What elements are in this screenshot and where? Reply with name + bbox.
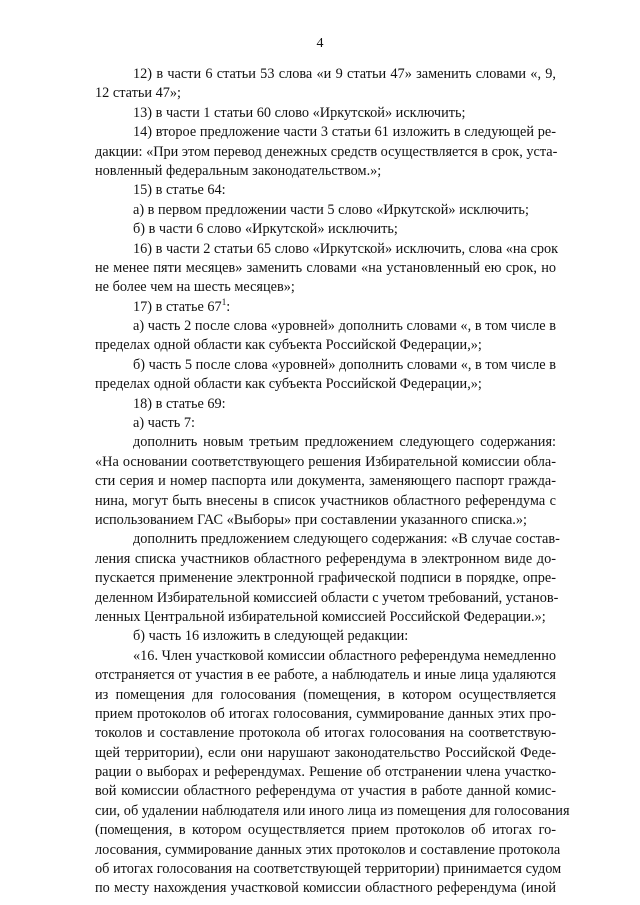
text-line — [95, 201, 556, 220]
text-line-content: деленном Избирательной комиссией области с учетом требований, установ- — [95, 589, 559, 606]
text-line-content: 12 статьи 47»; — [95, 85, 182, 102]
text-line-content: ления списка участников областного референдума в электронном виде до- — [95, 550, 556, 567]
text-line-content: пределах одной области как субъекта Российской Федерации,»; — [95, 337, 482, 354]
text-line-content: «На основании соответствующего решения Избирательной комиссии обла- — [95, 453, 556, 470]
text-line-content: рации о выборах и референдумах. Решение об отстранении члена участко- — [95, 764, 556, 781]
text-line — [95, 705, 556, 724]
text-line-content: 15) в статье 64: — [133, 182, 226, 199]
text-line — [95, 336, 556, 355]
text-line — [95, 879, 556, 898]
text-line — [95, 220, 556, 239]
text-line — [95, 724, 556, 743]
text-line — [95, 627, 556, 646]
text-line — [95, 589, 559, 608]
text-line — [95, 686, 556, 705]
text-line-content: а) часть 2 после слова «уровней» дополнить словами «, в том числе в — [133, 318, 556, 335]
text-line-content: нина, могут быть внесены в список участников областного референдума с — [95, 492, 556, 509]
text-line-content: а) в первом предложении части 5 слово «Иркутской» исключить; — [133, 201, 529, 218]
text-line — [95, 511, 556, 530]
text-line-content: новленный федеральным законодательством.»; — [95, 162, 382, 179]
text-line-content: из помещения для голосования (помещения, в котором осуществляется — [95, 686, 556, 703]
text-line — [95, 414, 556, 433]
text-line — [95, 647, 556, 666]
superscript: 1 — [221, 296, 227, 307]
text-line — [95, 821, 556, 840]
text-line-content: дакции: «При этом перевод денежных средств осуществляется в срок, уста- — [95, 143, 558, 160]
text-line — [95, 240, 559, 259]
text-line-content: токолов и составление протокола об итогах голосования на соответствую- — [95, 725, 556, 742]
text-line-content: пускается применение электронной графической подписи в порядке, опре- — [95, 570, 556, 587]
text-line — [95, 841, 561, 860]
text-line — [95, 84, 556, 103]
text-line-content: 12) в части 6 статьи 53 слова «и 9 статьи 47» заменить словами «, 9, — [133, 66, 556, 82]
text-line-content: 16) в части 2 статьи 65 слово «Иркутской» исключить, слова «на срок — [133, 240, 559, 257]
text-line — [95, 395, 556, 414]
text-line-content: б) в части 6 слово «Иркутской» исключить; — [133, 221, 398, 238]
text-line-content: вой комиссии областного референдума от участия в работе данной комис- — [95, 783, 556, 800]
text-line-content: 17) в статье 67 — [133, 298, 222, 315]
text-line-content: 14) второе предложение части 3 статьи 61 изложить в следующей ре- — [133, 124, 556, 141]
text-line — [95, 860, 562, 879]
text-line — [95, 608, 556, 627]
text-line — [95, 433, 556, 452]
text-line — [95, 453, 556, 472]
text-line — [95, 569, 556, 588]
text-line — [95, 123, 556, 142]
text-line — [95, 143, 556, 162]
text-line-content: пределах одной области как субъекта Российской Федерации,»; — [95, 376, 482, 393]
text-line — [95, 550, 556, 569]
text-line-content: по месту нахождения участковой комиссии областного референдума (иной — [95, 880, 556, 897]
text-line — [95, 744, 556, 763]
text-line — [95, 298, 556, 317]
text-line-content: отстраняется от участия в ее работе, а наблюдатель и иные лица удаляются — [95, 667, 556, 684]
text-line — [95, 375, 556, 394]
text-line — [95, 317, 556, 336]
text-line-content: не менее пяти месяцев» заменить словами «на установленный ею срок, но — [95, 259, 556, 276]
text-line-content: (помещения, в котором осуществляется прием протоколов об итогах го- — [95, 822, 556, 839]
text-line-content: об итогах голосования на соответствующей территории) принимается судом — [95, 861, 562, 878]
text-line-content: сии, об удалении наблюдателя или иного лица из помещения для голосования — [95, 802, 570, 819]
page-number: 4 — [316, 36, 324, 51]
text-line — [95, 666, 556, 685]
document-body — [95, 65, 570, 899]
text-line-content: а) часть 7: — [133, 415, 196, 432]
text-line-content: б) часть 16 изложить в следующей редакции: — [133, 628, 409, 645]
text-line-content: не более чем на шесть месяцев»; — [95, 279, 295, 296]
text-line — [95, 356, 556, 375]
text-line — [95, 65, 556, 84]
text-line — [95, 472, 556, 491]
text-line-content: 18) в статье 69: — [133, 395, 226, 412]
text-line — [95, 530, 560, 549]
text-line — [95, 492, 556, 511]
text-line-content: «16. Член участковой комиссии областного референдума немедленно — [133, 647, 556, 664]
text-line — [95, 782, 556, 801]
text-line-content: дополнить предложением следующего содержания: «В случае состав- — [133, 531, 560, 548]
text-line-content: сти серия и номер паспорта или документа, заменяющего паспорт гражда- — [95, 473, 556, 490]
text-line — [95, 162, 556, 181]
text-line — [95, 278, 556, 297]
text-line-content: дополнить новым третьим предложением следующего содержания: — [133, 434, 556, 451]
text-line — [95, 259, 556, 278]
text-line-content: использованием ГАС «Выборы» при составлении указанного списка.»; — [95, 511, 527, 528]
text-line-content: ленных Центральной избирательной комиссией Российской Федерации.»; — [95, 608, 546, 625]
text-line — [95, 802, 570, 821]
text-line — [95, 104, 556, 123]
text-line-content: 13) в части 1 статьи 60 слово «Иркутской» исключить; — [133, 104, 466, 121]
text-line-suffix: : — [226, 298, 231, 315]
text-line-content: лосования, суммирование данных этих протоколов и составление протокола — [95, 841, 561, 858]
text-line-content: щей территории), если они нарушают законодательство Российской Феде- — [95, 744, 556, 761]
text-line — [95, 763, 556, 782]
text-line-content: б) часть 5 после слова «уровней» дополнить словами «, в том числе в — [133, 356, 556, 373]
text-line-content: прием протоколов об итогах голосования, суммирование данных этих про- — [95, 705, 556, 722]
text-line — [95, 181, 556, 200]
